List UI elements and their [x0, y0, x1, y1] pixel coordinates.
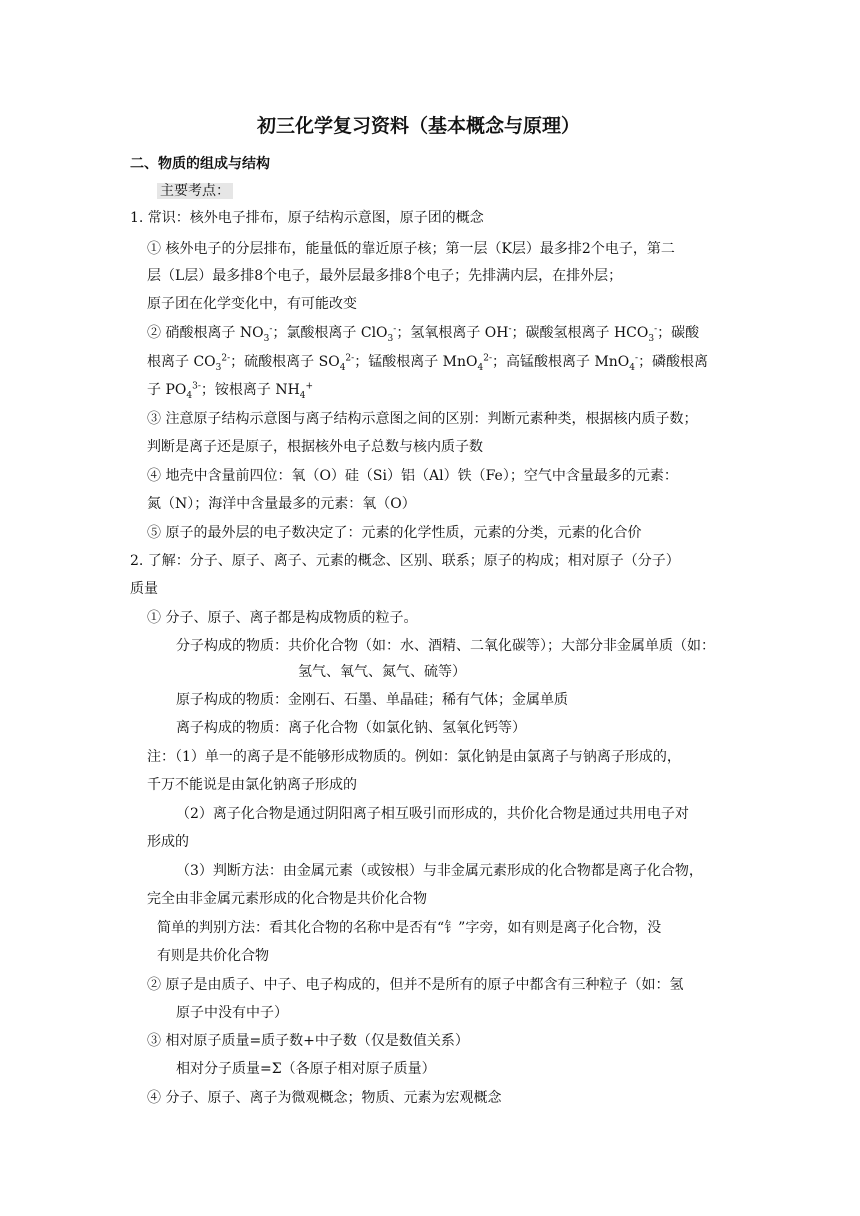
atomic-substances: 原子构成的物质：金刚石、石墨、单晶硅；稀有气体；金属单质 — [176, 692, 568, 708]
item-1-4-line-b: 氮（N）；海洋中含量最多的元素：氧（O） — [147, 496, 416, 512]
subscript: 3 — [387, 333, 394, 344]
subscript: 3 — [215, 362, 222, 373]
subscript: 4 — [629, 362, 636, 373]
ion-permanganate: ；高锰酸根离子 MnO — [492, 354, 630, 370]
ion-manganate: ；锰酸根离子 MnO — [354, 354, 478, 370]
note-3-line-a: （3）判断方法：由金属元素（或铵根）与非金属元素形成的化合物都是离子化合物， — [176, 863, 703, 879]
subscript: 4 — [299, 390, 306, 401]
superscript: 2- — [345, 353, 355, 364]
item-1-1-line-a: ① 核外电子的分层排布，能量低的靠近原子核；第一层（K层）最多排2个电子，第二 — [147, 241, 675, 257]
ion-phosphate: 子 PO — [147, 382, 187, 398]
item-1-3-line-b: 判断是离子还是原子，根据核外电子总数与核内质子数 — [147, 439, 483, 455]
ion-carbonate: 根离子 CO — [147, 354, 216, 370]
superscript: - — [635, 353, 639, 364]
note-2-line-a: （2）离子化合物是通过阴阳离子相互吸引而形成的，共价化合物是通过共用电子对 — [176, 806, 689, 822]
item-1-1-line-c: 原子团在化学变化中，有可能改变 — [147, 296, 357, 312]
item-1-5: ⑤ 原子的最外层的电子数决定了：元素的化学性质，元素的分类，元素的化合价 — [147, 525, 642, 541]
subscript: 4 — [477, 362, 484, 373]
item-1-heading: 1. 常识：核外电子排布，原子结构示意图，原子团的概念 — [130, 210, 484, 226]
ion-chlorate: ；氯酸根离子 ClO — [272, 325, 388, 341]
item-1-3-line-a: ③ 注意原子结构示意图与离子结构示意图之间的区别：判断元素种类，根据核内质子数； — [147, 411, 698, 427]
subscript: 3 — [648, 333, 655, 344]
molecular-substances: 分子构成的物质：共价化合物（如：水、酒精、二氧化碳等）；大部分非金属单质（如： — [176, 638, 715, 654]
item-2-heading-a: 2. 了解：分子、原子、离子、元素的概念、区别、联系；原子的构成；相对原子（分子） — [130, 553, 680, 569]
ionic-substances: 离子构成的物质：离子化合物（如氯化钠、氢氧化钙等） — [176, 720, 526, 736]
ions-line-3 — [147, 380, 313, 400]
subscript: 3 — [263, 333, 270, 344]
key-points-highlight: 主要考点： — [157, 183, 233, 199]
ion-carbonate-start: ；碳酸 — [657, 325, 700, 341]
item-2-4: ④ 分子、原子、离子为微观概念；物质、元素为宏观概念 — [147, 1090, 502, 1106]
superscript: - — [654, 324, 658, 335]
superscript: 2- — [483, 353, 492, 364]
note-4-line-a: 简单的判别方法：看其化合物的名称中是否有“钅”字旁，如有则是离子化合物，没 — [157, 920, 662, 936]
superscript: - — [393, 324, 397, 335]
molecular-substances-cont: 氢气、氧气、氮气、硫等） — [298, 664, 466, 680]
item-1-4-line-a: ④ 地壳中含量前四位：氧（O）硅（Si）铝（Al）铁（Fe）；空气中含量最多的元素： — [147, 468, 678, 484]
note-4-line-b: 有则是共价化合物 — [157, 948, 269, 964]
superscript: + — [305, 381, 314, 392]
item-2-1: ① 分子、原子、离子都是构成物质的粒子。 — [147, 610, 418, 626]
note-1-line-b: 千万不能说是由氯化钠离子形成的 — [147, 777, 357, 793]
ion-hydroxide: ；氢氧根离子 OH — [396, 325, 509, 341]
superscript: 2- — [221, 353, 231, 364]
note-3-line-b: 完全由非金属元素形成的化合物是共价化合物 — [147, 891, 427, 907]
item-2-3-line-a: ③ 相对原子质量=质子数+中子数（仅是数值关系） — [147, 1033, 469, 1049]
ion-ammonium: ；铵根离子 NH — [200, 382, 300, 398]
note-2-line-b: 形成的 — [147, 834, 189, 850]
ion-bicarbonate: ；碳酸氢根离子 HCO — [511, 325, 649, 341]
ions-line-1 — [147, 323, 699, 343]
ion-sulfate: ；硫酸根离子 SO — [230, 354, 340, 370]
page-title: 初三化学复习资料（基本概念与原理） — [257, 115, 581, 137]
item-2-heading-b: 质量 — [130, 581, 158, 597]
note-1-line-a: 注：（1）单一的离子是不能够形成物质的。例如：氯化钠是由氯离子与钠离子形成的， — [147, 749, 681, 765]
item-2-3-line-b: 相对分子质量=Σ（各原子相对原子质量） — [176, 1061, 436, 1077]
superscript: - — [269, 324, 273, 335]
item-2-2-line-b: 原子中没有中子） — [176, 1005, 288, 1021]
superscript: - — [508, 324, 512, 335]
subscript: 4 — [186, 390, 193, 401]
item-1-1-line-b: 层（L层）最多排8个电子，最外层最多排8个电子；先排满内层，在排外层； — [147, 268, 623, 284]
ion-phosphate-start: ；磷酸根离 — [638, 354, 709, 370]
ion-nitrate: ② 硝酸根离子 NO — [147, 325, 264, 341]
key-points-label — [157, 181, 233, 201]
item-2-2-line-a: ② 原子是由质子、中子、电子构成的，但并不是所有的原子中都含有三种粒子（如：氢 — [147, 977, 684, 993]
superscript: 3- — [192, 381, 201, 392]
subscript: 4 — [339, 362, 346, 373]
section-heading: 二、物质的组成与结构 — [130, 156, 270, 172]
ions-line-2 — [147, 352, 708, 372]
